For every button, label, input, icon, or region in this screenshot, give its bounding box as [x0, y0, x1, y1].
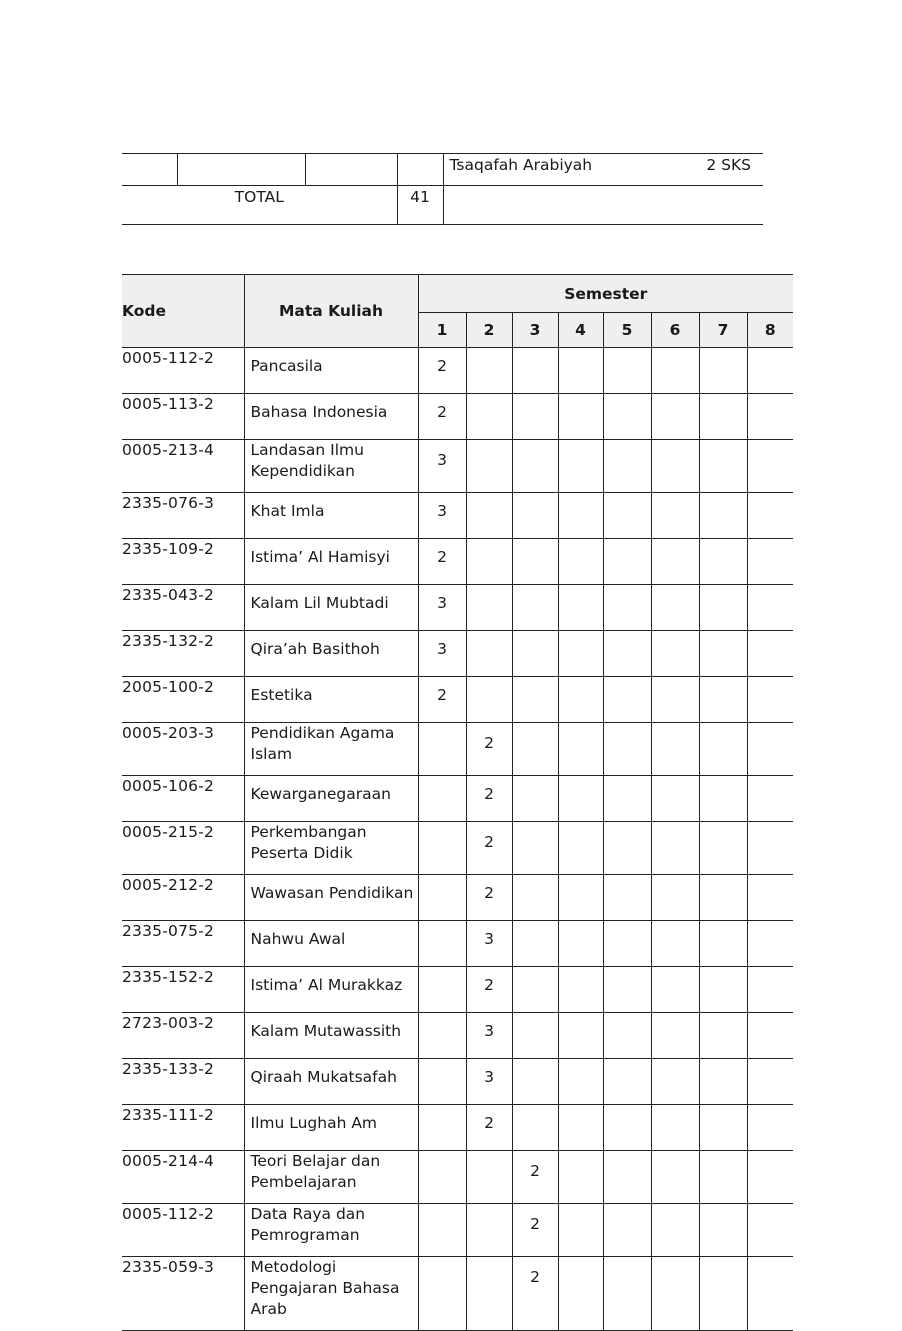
semester-3-credits [512, 348, 558, 394]
semester-6-credits [651, 348, 699, 394]
semester-3-credits [512, 493, 558, 539]
semester-3-credits [512, 631, 558, 677]
semester-1-credits [418, 776, 466, 822]
semester-8-credits [747, 1204, 793, 1257]
semester-8-credits [747, 677, 793, 723]
semester-4-credits [558, 1204, 603, 1257]
semester-2-header: 2 [466, 313, 512, 348]
semester-5-credits [603, 822, 651, 875]
table-row [122, 875, 793, 921]
course-code: 2335-133-2 [122, 1059, 244, 1105]
semester-1-credits: 2 [418, 539, 466, 585]
total-value: 41 [397, 186, 443, 225]
semester-2-credits [466, 539, 512, 585]
semester-3-credits [512, 677, 558, 723]
table-row [122, 631, 793, 677]
semester-2-credits: 2 [466, 1105, 512, 1151]
semester-6-header: 6 [651, 313, 699, 348]
semester-8-credits [747, 394, 793, 440]
course-code: 0005-214-4 [122, 1151, 244, 1204]
table-row [122, 677, 793, 723]
course-code: 2335-109-2 [122, 539, 244, 585]
semester-1-credits [418, 967, 466, 1013]
semester-8-credits [747, 822, 793, 875]
semester-7-credits [699, 1151, 747, 1204]
semester-1-credits [418, 1013, 466, 1059]
semester-7-credits [699, 585, 747, 631]
semester-7-credits [699, 493, 747, 539]
semester-2-credits: 2 [466, 822, 512, 875]
course-name: Landasan Ilmu Kependidikan [244, 440, 418, 493]
semester-6-credits [651, 776, 699, 822]
semester-2-credits [466, 348, 512, 394]
semester-4-credits [558, 585, 603, 631]
semester-4-header: 4 [558, 313, 603, 348]
course-code: 2335-111-2 [122, 1105, 244, 1151]
empty-cell [305, 154, 397, 186]
semester-3-header: 3 [512, 313, 558, 348]
semester-7-credits [699, 1204, 747, 1257]
mata-kuliah-header: Mata Kuliah [244, 275, 418, 348]
table-row [122, 1059, 793, 1105]
semester-1-credits: 3 [418, 631, 466, 677]
total-label: TOTAL [122, 186, 397, 225]
semester-4-credits [558, 1105, 603, 1151]
semester-7-credits [699, 1257, 747, 1331]
empty-cell [122, 154, 177, 186]
semester-7-credits [699, 921, 747, 967]
semester-5-credits [603, 723, 651, 776]
semester-1-credits [418, 1059, 466, 1105]
semester-2-credits [466, 1257, 512, 1331]
semester-2-credits: 3 [466, 921, 512, 967]
semester-8-credits [747, 1257, 793, 1331]
semester-2-credits [466, 585, 512, 631]
total-row [122, 186, 763, 225]
course-name: Estetika [244, 677, 418, 723]
semester-6-credits [651, 585, 699, 631]
semester-6-credits [651, 723, 699, 776]
empty-cell [177, 154, 305, 186]
table-row [122, 776, 793, 822]
course-name: Data Raya dan Pemrograman [244, 1204, 418, 1257]
semester-5-credits [603, 394, 651, 440]
course-name: Tsaqafah Arabiyah [449, 156, 593, 174]
semester-1-credits: 2 [418, 677, 466, 723]
semester-2-credits: 2 [466, 875, 512, 921]
course-name: Nahwu Awal [244, 921, 418, 967]
semester-7-credits [699, 776, 747, 822]
semester-6-credits [651, 677, 699, 723]
semester-3-credits [512, 585, 558, 631]
semester-5-credits [603, 677, 651, 723]
semester-5-credits [603, 585, 651, 631]
semester-6-credits [651, 493, 699, 539]
semester-8-credits [747, 493, 793, 539]
semester-4-credits [558, 723, 603, 776]
semester-8-credits [747, 631, 793, 677]
semester-7-credits [699, 723, 747, 776]
course-code: 2335-043-2 [122, 585, 244, 631]
semester-3-credits: 2 [512, 1151, 558, 1204]
semester-8-credits [747, 723, 793, 776]
semester-7-credits [699, 967, 747, 1013]
semester-1-header: 1 [418, 313, 466, 348]
course-name: Perkembangan Peserta Didik [244, 822, 418, 875]
semester-3-credits [512, 921, 558, 967]
course-credits: 2 SKS [706, 156, 751, 174]
course-name: Wawasan Pendidikan [244, 875, 418, 921]
total-summary-table [122, 153, 763, 225]
course-name: Istima’ Al Murakkaz [244, 967, 418, 1013]
semester-7-credits [699, 440, 747, 493]
semester-5-credits [603, 539, 651, 585]
semester-3-credits [512, 967, 558, 1013]
semester-3-credits: 2 [512, 1204, 558, 1257]
header-row [122, 275, 793, 313]
semester-8-credits [747, 1151, 793, 1204]
table-row [122, 1105, 793, 1151]
table-row [122, 394, 793, 440]
semester-5-credits [603, 776, 651, 822]
course-code: 0005-112-2 [122, 348, 244, 394]
semester-8-header: 8 [747, 313, 793, 348]
semester-1-credits [418, 1105, 466, 1151]
semester-6-credits [651, 967, 699, 1013]
semester-8-credits [747, 585, 793, 631]
semester-8-credits [747, 1059, 793, 1105]
table-row [122, 348, 793, 394]
semester-7-credits [699, 1059, 747, 1105]
course-name: Qira’ah Basithoh [244, 631, 418, 677]
semester-7-credits [699, 1105, 747, 1151]
semester-1-credits [418, 822, 466, 875]
semester-2-credits: 3 [466, 1059, 512, 1105]
semester-2-credits [466, 394, 512, 440]
semester-7-credits [699, 631, 747, 677]
table-row [122, 1151, 793, 1204]
semester-1-credits: 3 [418, 440, 466, 493]
semester-4-credits [558, 440, 603, 493]
table-row [122, 1257, 793, 1331]
semester-4-credits [558, 1059, 603, 1105]
semester-5-credits [603, 493, 651, 539]
course-code: 2335-059-3 [122, 1257, 244, 1331]
semester-3-credits [512, 1105, 558, 1151]
semester-4-credits [558, 677, 603, 723]
semester-5-credits [603, 440, 651, 493]
semester-5-credits [603, 875, 651, 921]
semester-8-credits [747, 440, 793, 493]
course-name: Kalam Mutawassith [244, 1013, 418, 1059]
semester-8-credits [747, 348, 793, 394]
semester-1-credits [418, 723, 466, 776]
table-row [122, 440, 793, 493]
semester-2-credits [466, 631, 512, 677]
semester-6-credits [651, 1059, 699, 1105]
semester-5-credits [603, 631, 651, 677]
semester-2-credits: 2 [466, 723, 512, 776]
semester-7-credits [699, 394, 747, 440]
course-name: Pendidikan Agama Islam [244, 723, 418, 776]
table-row [122, 1013, 793, 1059]
semester-6-credits [651, 875, 699, 921]
semester-5-credits [603, 1257, 651, 1331]
empty-cell [443, 186, 763, 225]
course-code: 0005-113-2 [122, 394, 244, 440]
semester-1-credits: 2 [418, 348, 466, 394]
semester-7-header: 7 [699, 313, 747, 348]
semester-4-credits [558, 822, 603, 875]
table-row [122, 585, 793, 631]
course-table-body [122, 348, 793, 1331]
semester-5-credits [603, 348, 651, 394]
course-code: 2335-152-2 [122, 967, 244, 1013]
semester-3-credits [512, 822, 558, 875]
semester-5-credits [603, 1059, 651, 1105]
semester-4-credits [558, 967, 603, 1013]
semester-8-credits [747, 776, 793, 822]
course-code: 0005-112-2 [122, 1204, 244, 1257]
kode-header: Kode [122, 275, 244, 348]
semester-2-credits [466, 1204, 512, 1257]
semester-1-credits [418, 1151, 466, 1204]
semester-4-credits [558, 1013, 603, 1059]
semester-1-credits [418, 921, 466, 967]
table-row [122, 967, 793, 1013]
semester-3-credits [512, 1059, 558, 1105]
semester-7-credits [699, 822, 747, 875]
semester-6-credits [651, 1151, 699, 1204]
semester-2-credits [466, 440, 512, 493]
course-name: Kalam Lil Mubtadi [244, 585, 418, 631]
semester-3-credits [512, 440, 558, 493]
semester-1-credits [418, 875, 466, 921]
semester-6-credits [651, 1105, 699, 1151]
semester-7-credits [699, 677, 747, 723]
semester-6-credits [651, 1013, 699, 1059]
semester-8-credits [747, 875, 793, 921]
semester-3-credits [512, 776, 558, 822]
semester-6-credits [651, 631, 699, 677]
semester-5-header: 5 [603, 313, 651, 348]
course-name: Kewarganegaraan [244, 776, 418, 822]
empty-cell [397, 154, 443, 186]
semester-5-credits [603, 921, 651, 967]
semester-6-credits [651, 1257, 699, 1331]
semester-4-credits [558, 539, 603, 585]
semester-1-credits: 3 [418, 493, 466, 539]
course-name: Qiraah Mukatsafah [244, 1059, 418, 1105]
semester-8-credits [747, 1013, 793, 1059]
course-code: 2335-075-2 [122, 921, 244, 967]
semester-2-credits: 2 [466, 776, 512, 822]
semester-1-credits: 2 [418, 394, 466, 440]
semester-2-credits: 2 [466, 967, 512, 1013]
course-code: 2005-100-2 [122, 677, 244, 723]
semester-8-credits [747, 539, 793, 585]
table-row [122, 154, 763, 186]
semester-2-credits [466, 493, 512, 539]
course-code: 2723-003-2 [122, 1013, 244, 1059]
semester-2-credits: 3 [466, 1013, 512, 1059]
semester-4-credits [558, 1151, 603, 1204]
course-table [122, 274, 793, 1331]
semester-6-credits [651, 394, 699, 440]
semester-7-credits [699, 1013, 747, 1059]
table-row [122, 723, 793, 776]
semester-6-credits [651, 921, 699, 967]
table-row [122, 493, 793, 539]
semester-3-credits [512, 539, 558, 585]
semester-3-credits [512, 1013, 558, 1059]
course-code: 2335-132-2 [122, 631, 244, 677]
semester-4-credits [558, 1257, 603, 1331]
semester-6-credits [651, 539, 699, 585]
semester-4-credits [558, 348, 603, 394]
course-name: Teori Belajar dan Pembelajaran [244, 1151, 418, 1204]
semester-3-credits [512, 875, 558, 921]
course-code: 0005-215-2 [122, 822, 244, 875]
semester-5-credits [603, 1151, 651, 1204]
semester-8-credits [747, 1105, 793, 1151]
semester-3-credits [512, 723, 558, 776]
course-code: 0005-203-3 [122, 723, 244, 776]
semester-4-credits [558, 493, 603, 539]
semester-4-credits [558, 394, 603, 440]
course-name: Bahasa Indonesia [244, 394, 418, 440]
semester-2-credits [466, 677, 512, 723]
semester-4-credits [558, 776, 603, 822]
table-row [122, 1204, 793, 1257]
semester-8-credits [747, 921, 793, 967]
course-code: 0005-212-2 [122, 875, 244, 921]
semester-5-credits [603, 1105, 651, 1151]
table-row [122, 822, 793, 875]
semester-1-credits [418, 1257, 466, 1331]
semester-5-credits [603, 1013, 651, 1059]
course-name: Pancasila [244, 348, 418, 394]
semester-7-credits [699, 348, 747, 394]
semester-6-credits [651, 440, 699, 493]
semester-4-credits [558, 631, 603, 677]
semester-6-credits [651, 822, 699, 875]
table-row [122, 921, 793, 967]
course-name: Khat Imla [244, 493, 418, 539]
semester-1-credits [418, 1204, 466, 1257]
semester-4-credits [558, 921, 603, 967]
semester-5-credits [603, 1204, 651, 1257]
semester-1-credits: 3 [418, 585, 466, 631]
course-code: 0005-106-2 [122, 776, 244, 822]
course-code: 2335-076-3 [122, 493, 244, 539]
table-row [122, 539, 793, 585]
semester-8-credits [747, 967, 793, 1013]
semester-7-credits [699, 539, 747, 585]
semester-4-credits [558, 875, 603, 921]
semester-3-credits: 2 [512, 1257, 558, 1331]
semester-3-credits [512, 394, 558, 440]
course-cell [443, 154, 763, 186]
course-name: Istima’ Al Hamisyi [244, 539, 418, 585]
semester-7-credits [699, 875, 747, 921]
course-code: 0005-213-4 [122, 440, 244, 493]
course-name: Ilmu Lughah Am [244, 1105, 418, 1151]
semester-5-credits [603, 967, 651, 1013]
semester-2-credits [466, 1151, 512, 1204]
semester-header: Semester [418, 275, 793, 313]
semester-6-credits [651, 1204, 699, 1257]
course-name: Metodologi Pengajaran Bahasa Arab [244, 1257, 418, 1331]
